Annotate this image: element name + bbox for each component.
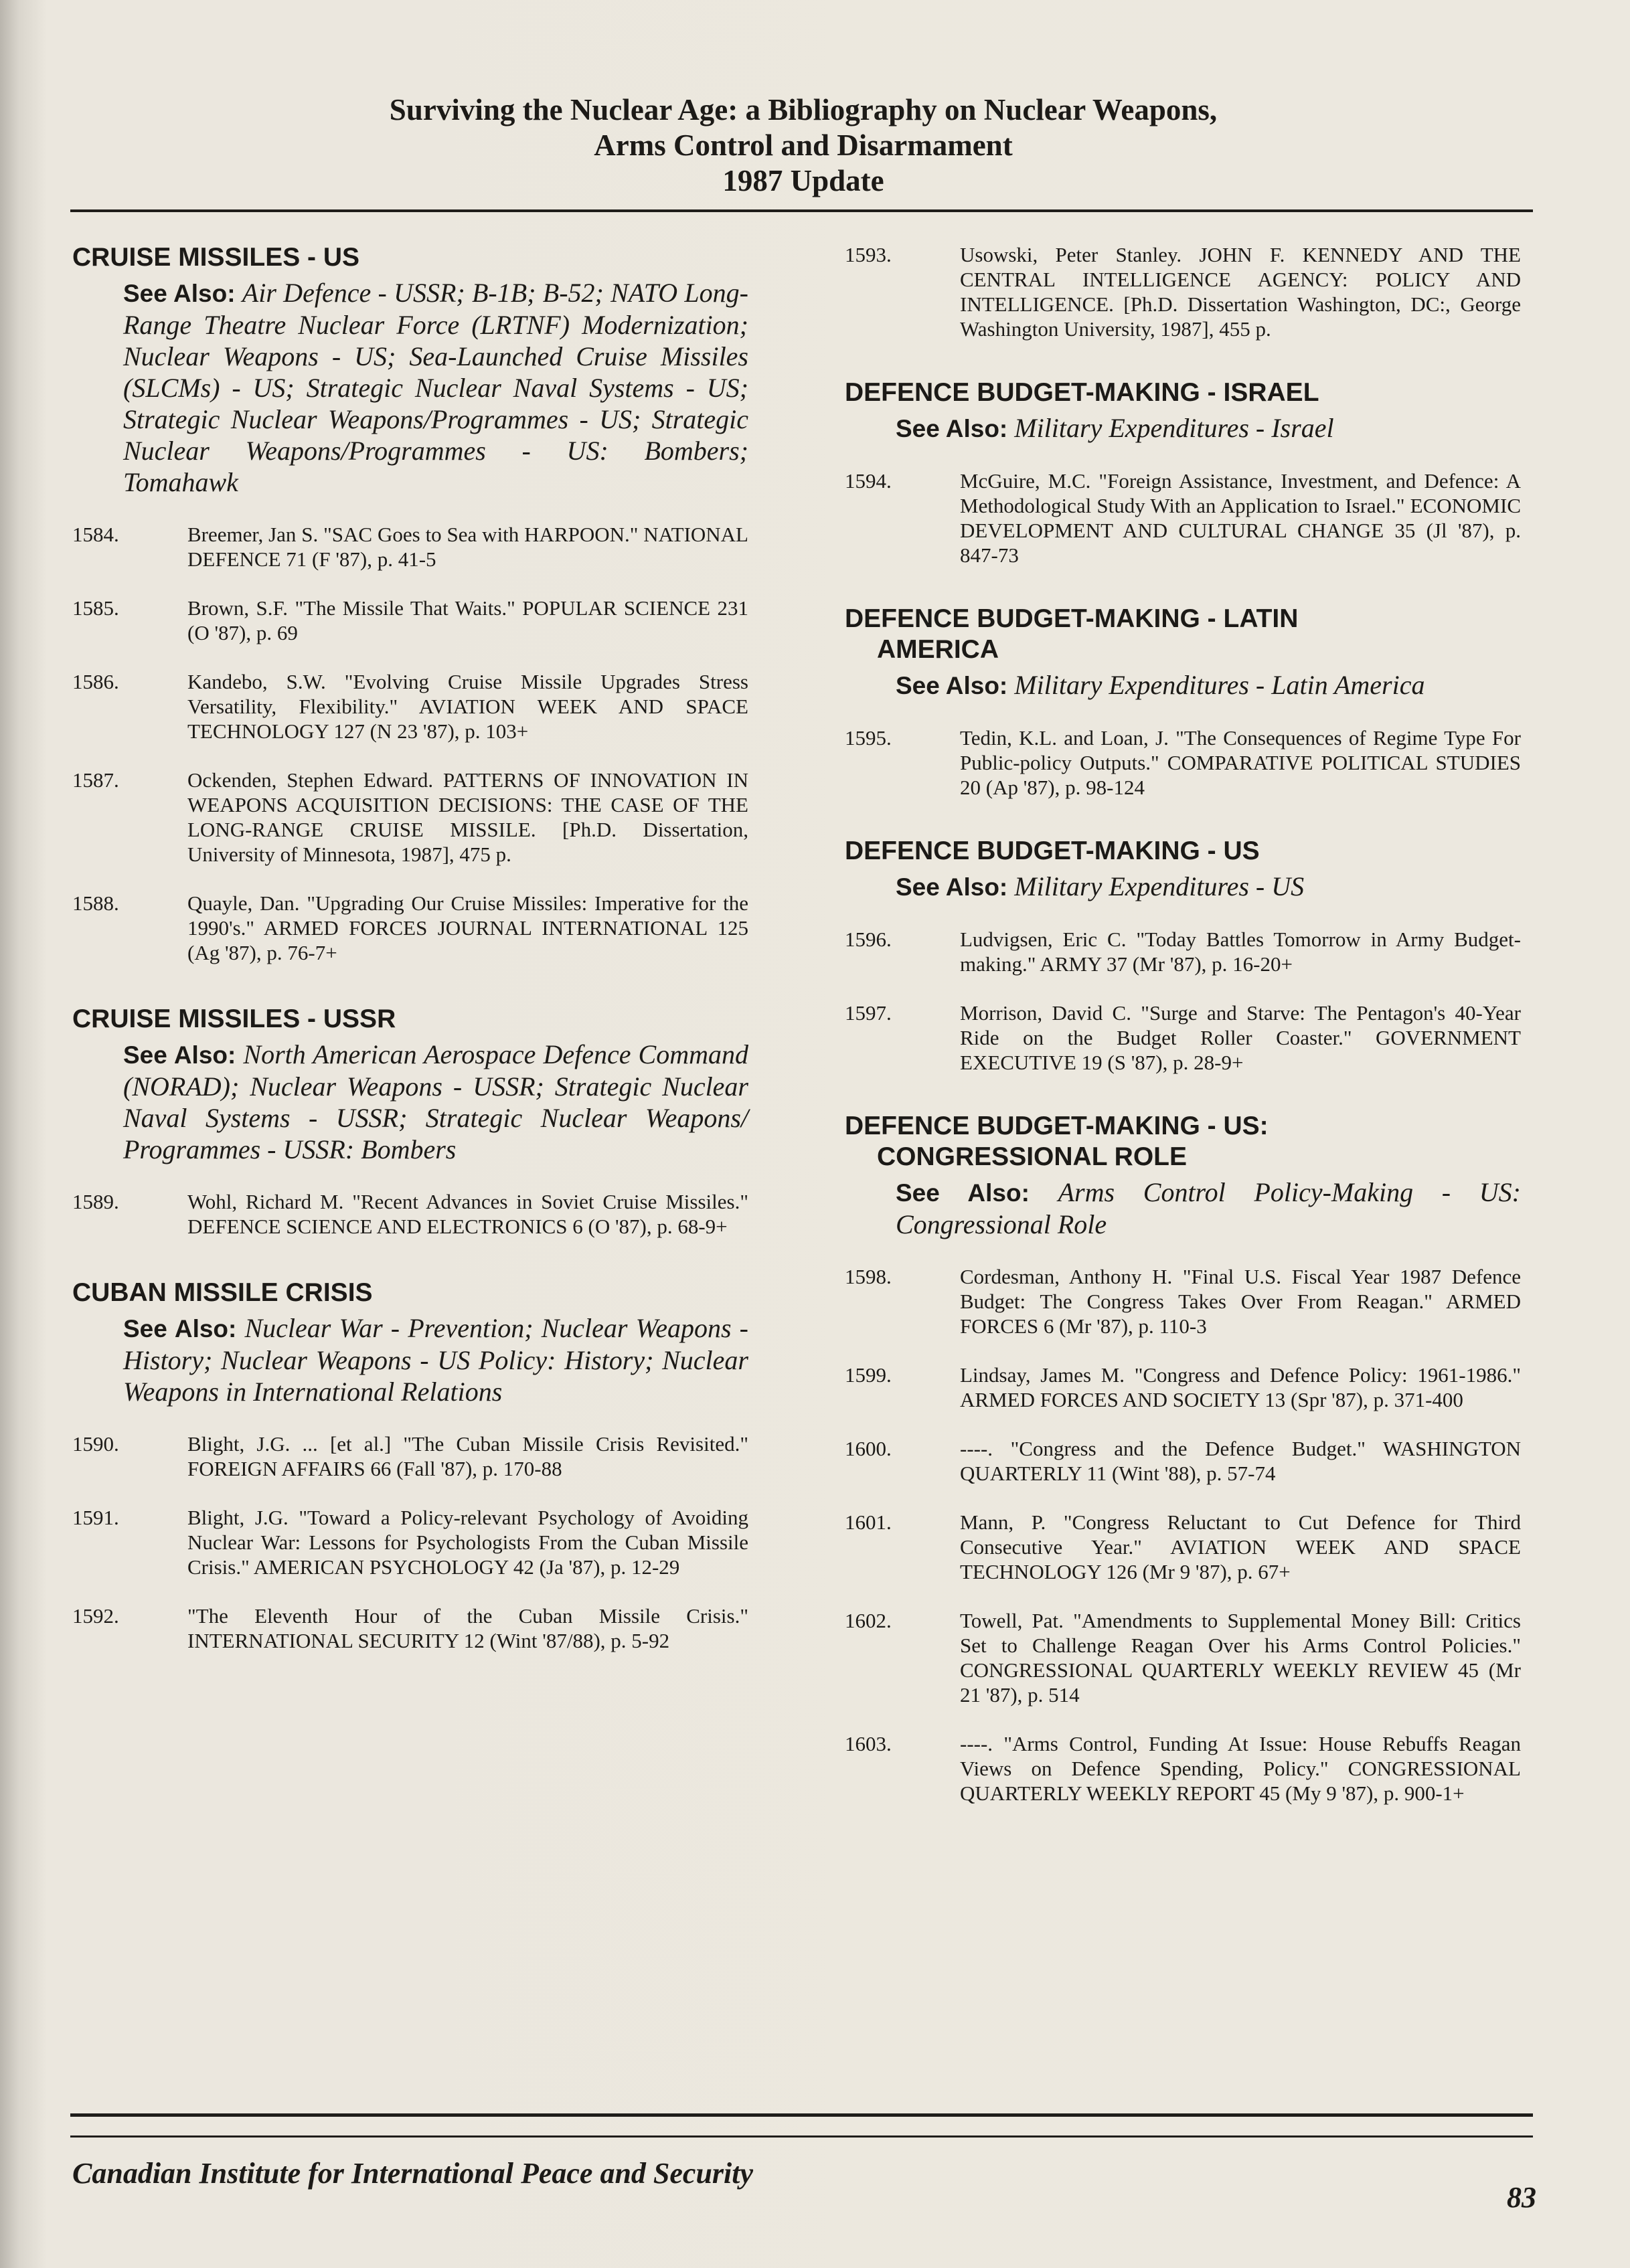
entry-list [72,1189,748,1239]
entry-text: Breemer, Jan S. "SAC Goes to Sea with HARPOON." NATIONAL DEFENCE 71 (F '87), p. 41-5 [187,523,748,571]
entry-number: 1603. [845,1732,892,1755]
bibliography-entry [72,891,748,965]
section-defence-budget-israel [845,377,1521,568]
see-also [123,1039,748,1165]
bibliography-entry [845,1731,1521,1806]
bibliography-entry [72,768,748,867]
bibliography-entry [845,927,1521,976]
section-heading-continued: AMERICA [877,635,999,664]
see-also-label: See Also: [896,873,1008,901]
bibliography-entry [72,1505,748,1579]
entry-text: Morrison, David C. "Surge and Starve: The Pentagon's 40-Year Ride on the Budget Roller Coaster." GOVERNMENT EXECUTIVE 19 (S '87), p. 28-9+ [960,1001,1521,1074]
bibliography-entry [72,669,748,744]
page-number: 83 [1507,2181,1536,2214]
bibliography-entry [845,725,1521,800]
section-defence-budget-us [845,836,1521,1075]
entry-number: 1600. [845,1437,892,1460]
see-also-label: See Also: [896,1179,1030,1207]
entry-number: 1595. [845,726,892,750]
entry-number: 1593. [845,243,892,266]
footer-rule-thick [70,2113,1533,2117]
entry-text: Ludvigsen, Eric C. "Today Battles Tomorrow in Army Budget-making." ARMY 37 (Mr '87), p. 16-20+ [960,928,1521,976]
entry-text: Brown, S.F. "The Missile That Waits." POPULAR SCIENCE 231 (O '87), p. 69 [187,596,748,644]
entry-text: Usowski, Peter Stanley. JOHN F. KENNEDY AND THE CENTRAL INTELLIGENCE AGENCY: POLICY AND INTELLIGENCE. [Ph.D. Dissertation Washington, DC:, George Washington University, 1987], 455 p. [960,243,1521,341]
see-also-label: See Also: [123,280,236,307]
entry-text: Towell, Pat. "Amendments to Supplemental Money Bill: Critics Set to Challenge Reagan Over his Arms Control Policies." CONGRESSIONAL QUARTERLY WEEKLY REVIEW 45 (Mr 21 '87), p. 514 [960,1609,1521,1707]
entry-number: 1602. [845,1609,892,1632]
entry-text: Tedin, K.L. and Loan, J. "The Consequences of Regime Type For Public-policy Outputs." COMPARATIVE POLITICAL STUDIES 20 (Ap '87), p. 98-124 [960,726,1521,799]
bibliography-entry [72,1603,748,1653]
see-also-text: Military Expenditures - Latin America [1014,670,1425,700]
footer-rule-thin [70,2135,1533,2138]
section-defence-budget-us-congressional [845,1111,1521,1806]
entry-text: McGuire, M.C. "Foreign Assistance, Investment, and Defence: A Methodological Study With an Application to Israel." ECONOMIC DEVELOPMENT AND CULTURAL CHANGE 35 (Jl '87), p. 847-73 [960,469,1521,567]
entry-number: 1594. [845,469,892,493]
header-title-line1: Surviving the Nuclear Age: a Bibliography on Nuclear Weapons, [389,93,1218,126]
see-also [896,871,1521,903]
entry-number: 1589. [72,1190,119,1213]
section-cruise-missiles-us [72,242,748,965]
entry-number: 1598. [845,1265,892,1288]
bibliography-entry [845,468,1521,568]
bibliography-entry [72,1431,748,1481]
header-rule [70,209,1533,212]
entry-number: 1591. [72,1506,119,1529]
section-heading: DEFENCE BUDGET-MAKING - LATIN AMERICA [845,604,1521,665]
see-also [896,669,1521,701]
entry-number: 1596. [845,928,892,951]
bibliography-entry [845,1000,1521,1075]
entry-list [845,242,1521,341]
see-also [123,1312,748,1407]
entry-text: Mann, P. "Congress Reluctant to Cut Defence for Third Consecutive Year." AVIATION WEEK AND SPACE TECHNOLOGY 126 (Mr 9 '87), p. 67+ [960,1510,1521,1583]
section-heading: DEFENCE BUDGET-MAKING - US [845,837,1260,865]
section-heading: DEFENCE BUDGET-MAKING - US: CONGRESSIONAL ROLE [845,1111,1521,1172]
entry-number: 1584. [72,523,119,546]
page-header [74,92,1533,199]
see-also-text: Military Expenditures - Israel [1014,413,1334,443]
see-also-text: Nuclear War - Prevention; Nuclear Weapons - History; Nuclear Weapons - US Policy: History; Nuclear Weapons in International Relations [123,1313,748,1407]
header-title-line2: Arms Control and Disarmament [594,128,1013,162]
entry-number: 1597. [845,1001,892,1025]
entry-number: 1590. [72,1432,119,1456]
section-cruise-missiles-ussr [72,1004,748,1239]
see-also-text: Military Expenditures - US [1014,871,1305,901]
entry-text: Quayle, Dan. "Upgrading Our Cruise Missiles: Imperative for the 1990's." ARMED FORCES JOURNAL INTERNATIONAL 125 (Ag '87), p. 76-7+ [187,891,748,964]
entry-list [845,725,1521,800]
section-heading: CRUISE MISSILES - USSR [72,1005,396,1033]
entry-number: 1588. [72,891,119,915]
entry-number: 1587. [72,768,119,792]
see-also-text: Air Defence - USSR; B-1B; B-52; NATO Long-Range Theatre Nuclear Force (LRTNF) Modernization; Nuclear Weapons - US; Sea-Launched Cruise Missiles (SLCMs) - US; Strategic Nuclear Naval Systems - US; Strategic Nuclear Weapons/Programmes - US; Strategic Nuclear Weapons/Programmes - US: Bombers; Tomahawk [123,278,748,497]
bibliography-entry [72,1189,748,1239]
entry-number: 1599. [845,1363,892,1387]
entry-text: Kandebo, S.W. "Evolving Cruise Missile Upgrades Stress Versatility, Flexibility." AVIATION WEEK AND SPACE TECHNOLOGY 127 (N 23 '87), p. 103+ [187,670,748,743]
entry-number: 1585. [72,596,119,620]
entry-text: Wohl, Richard M. "Recent Advances in Soviet Cruise Missiles." DEFENCE SCIENCE AND ELECTRONICS 6 (O '87), p. 68-9+ [187,1190,748,1238]
see-also-text: Arms Control Policy-Making - US: Congressional Role [896,1177,1521,1239]
entry-number: 1601. [845,1510,892,1534]
see-also [896,1176,1521,1240]
header-title-line3: 1987 Update [722,164,884,197]
bibliography-entry [72,522,748,572]
bibliography-entry [845,1264,1521,1338]
see-also-label: See Also: [123,1041,236,1069]
bibliography-entry [845,1608,1521,1707]
entry-text: Lindsay, James M. "Congress and Defence Policy: 1961-1986." ARMED FORCES AND SOCIETY 13 (Spr '87), p. 371-400 [960,1363,1521,1411]
entry-list [72,1431,748,1653]
entry-text: ----. "Arms Control, Funding At Issue: House Rebuffs Reagan Views on Defence Spending, Policy." CONGRESSIONAL QUARTERLY WEEKLY REPORT 45 (My 9 '87), p. 900-1+ [960,1732,1521,1805]
entry-number: 1592. [72,1604,119,1628]
bibliography-entry [845,1510,1521,1584]
section-heading-continued: CONGRESSIONAL ROLE [877,1142,1187,1171]
publisher-name: Canadian Institute for International Peace and Security [72,2157,754,2190]
entry-text: Blight, J.G. "Toward a Policy-relevant Psychology of Avoiding Nuclear War: Lessons for Psychologists From the Cuban Missile Crisis." AMERICAN PSYCHOLOGY 42 (Ja '87), p. 12-29 [187,1506,748,1579]
entry-text: "The Eleventh Hour of the Cuban Missile Crisis." INTERNATIONAL SECURITY 12 (Wint '87/88), p. 5-92 [187,1604,748,1652]
entry-text: Ockenden, Stephen Edward. PATTERNS OF INNOVATION IN WEAPONS ACQUISITION DECISIONS: THE CASE OF THE LONG-RANGE CRUISE MISSILE. [Ph.D. Dissertation, University of Minnesota, 1987], 475 p. [187,768,748,866]
bibliography-entry [845,1363,1521,1412]
see-also-text: North American Aerospace Defence Command (NORAD); Nuclear Weapons - USSR; Strategic Nuclear Naval Systems - USSR; Strategic Nuclear Weapons/ Programmes - USSR: Bombers [123,1039,748,1164]
see-also [896,412,1521,444]
entry-list [72,522,748,965]
see-also [123,277,748,498]
entry-text: Cordesman, Anthony H. "Final U.S. Fiscal Year 1987 Defence Budget: The Congress Takes Over From Reagan." ARMED FORCES 6 (Mr '87), p. 110-3 [960,1265,1521,1338]
bibliography-entry [72,596,748,645]
entry-list [845,927,1521,1075]
section-cuban-missile-crisis [72,1278,748,1653]
entry-number: 1586. [72,670,119,693]
bibliography-entry [845,242,1521,341]
entry-list [845,468,1521,568]
section-defence-budget-latin-america [845,604,1521,800]
left-column [72,242,748,1677]
section-heading: CRUISE MISSILES - US [72,243,360,272]
bibliography-entry [845,1436,1521,1486]
section-heading: CUBAN MISSILE CRISIS [72,1278,373,1307]
entry-text: ----. "Congress and the Defence Budget." WASHINGTON QUARTERLY 11 (Wint '88), p. 57-74 [960,1437,1521,1485]
see-also-label: See Also: [123,1315,237,1342]
section-heading: DEFENCE BUDGET-MAKING - ISRAEL [845,378,1319,407]
see-also-label: See Also: [896,672,1008,699]
see-also-label: See Also: [896,415,1008,442]
right-column [845,242,1521,1830]
entry-text: Blight, J.G. ... [et al.] "The Cuban Missile Crisis Revisited." FOREIGN AFFAIRS 66 (Fall '87), p. 170-88 [187,1432,748,1480]
entry-list [845,1264,1521,1806]
